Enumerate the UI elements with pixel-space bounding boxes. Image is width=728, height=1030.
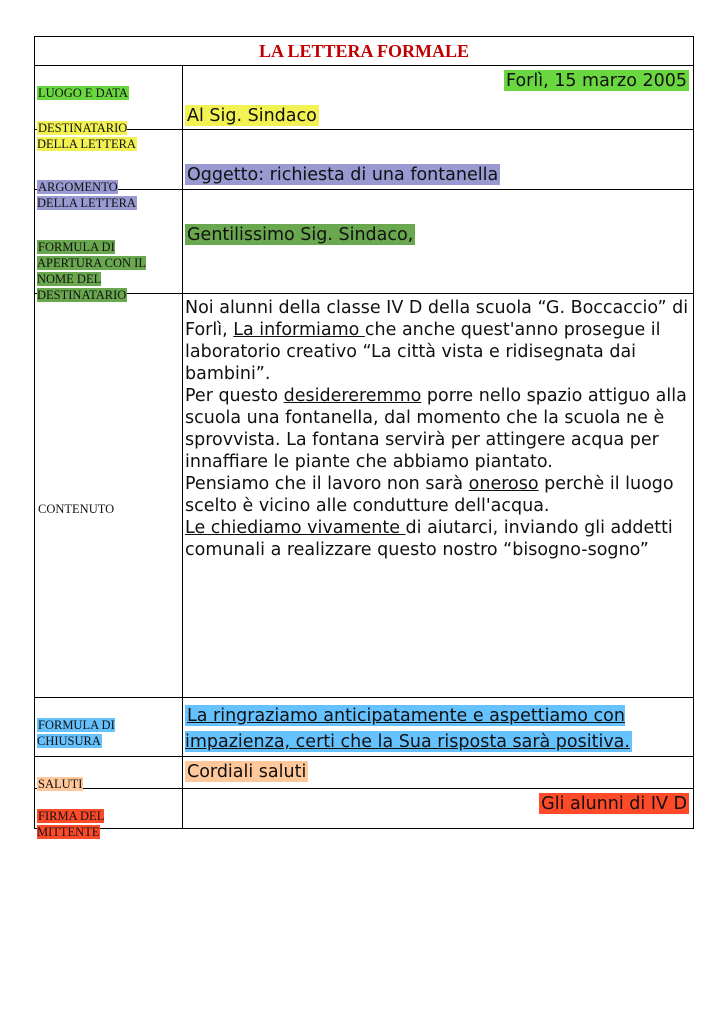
- label-argomento: ARGOMENTO DELLA LETTERA: [37, 180, 136, 210]
- row-divider: [35, 697, 693, 698]
- value-apertura: Gentilissimo Sig. Sindaco,: [187, 225, 414, 245]
- value-chiusura: La ringraziamo anticipatamente e aspettiamo con impazienza, certi che la Sua risposta sarà positiva.: [185, 706, 630, 752]
- label-luogo: LUOGO E DATA: [38, 86, 128, 100]
- row-divider: [35, 65, 693, 66]
- value-luogo: Forlì, 15 marzo 2005: [506, 71, 687, 91]
- value-destinatario: Al Sig. Sindaco: [187, 106, 317, 126]
- value-firma: Gli alunni di IV D: [541, 794, 687, 814]
- value-argomento: Oggetto: richiesta di una fontanella: [187, 165, 499, 185]
- letter-table: [34, 36, 694, 839]
- label-firma: FIRMA DEL MITTENTE: [37, 809, 105, 839]
- page-title: LA LETTERA FORMALE: [258, 41, 470, 61]
- label-chiusura: FORMULA DI CHIUSURA: [37, 718, 115, 748]
- label-destinatario: DESTINATARIO DELLA LETTERA: [37, 121, 136, 151]
- label-contenuto: CONTENUTO: [38, 502, 115, 516]
- paragraph-2: Per questo desidereremmo porre nello spazio attiguo alla scuola una fontanella, dal momento che la scuola ne è sprovvista. La fontana servirà per attingere acqua per innaffiare le piante che abbiamo piantato.: [185, 386, 687, 472]
- paragraph-3: Pensiamo che il lavoro non sarà oneroso perchè il luogo scelto è vicino alle condutture dell'acqua.: [185, 474, 674, 516]
- label-apertura: FORMULA DI APERTURA CON IL NOME DEL DESTINATARIO: [37, 240, 146, 302]
- paragraph-1: Noi alunni della classe IV D della scuola “G. Boccaccio” di Forlì, La informiamo che anche quest'anno prosegue il laboratorio creativo “La città vista e ridisegnata dai bambini”.: [185, 298, 689, 384]
- paragraph-4: Le chiediamo vivamente di aiutarci, inviando gli addetti comunali a realizzare questo nostro “bisogno-sogno”: [185, 518, 673, 560]
- row-divider: [35, 788, 693, 789]
- label-saluti: SALUTI: [38, 777, 83, 791]
- value-contenuto: [185, 297, 689, 561]
- column-divider: [182, 65, 183, 828]
- row-divider: [35, 756, 693, 757]
- value-saluti: Cordiali saluti: [187, 762, 307, 782]
